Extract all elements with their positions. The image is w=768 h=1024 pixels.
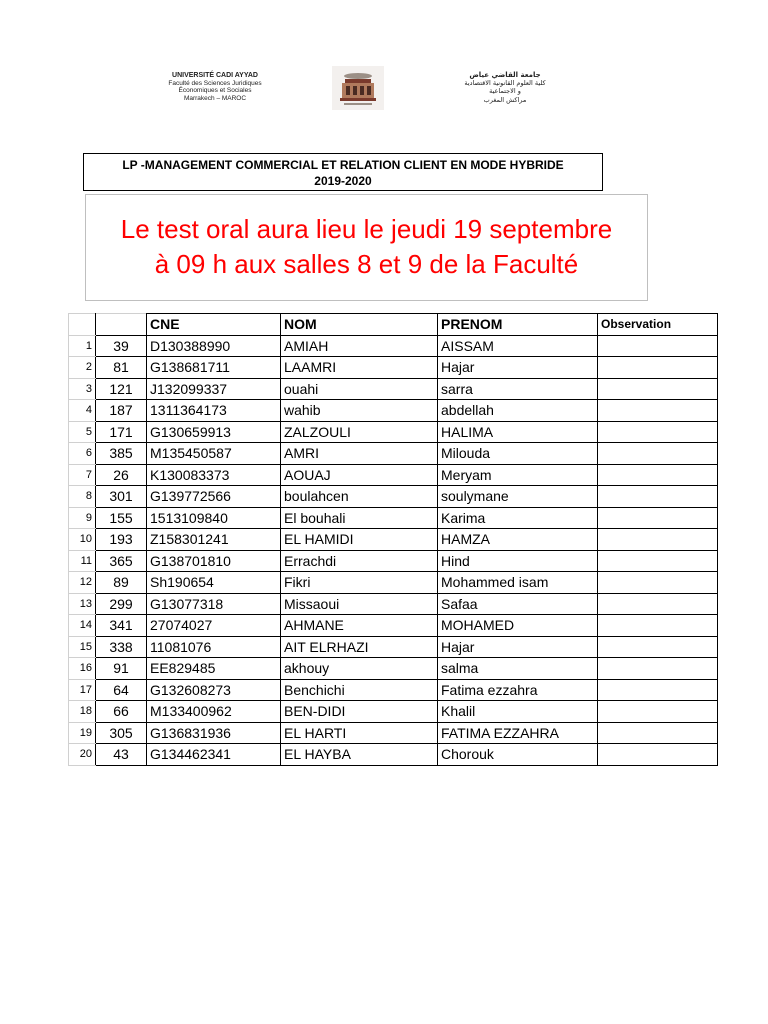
observation-cell: [598, 550, 718, 572]
cne-cell: Z158301241: [147, 529, 281, 551]
prenom-cell: Hajar: [438, 357, 598, 379]
row-index: 4: [69, 400, 96, 422]
table-row: [69, 421, 718, 443]
nom-cell: Benchichi: [281, 679, 438, 701]
observation-cell: [598, 378, 718, 400]
observation-cell: [598, 701, 718, 723]
cne-cell: 1513109840: [147, 507, 281, 529]
university-name-fr: [140, 72, 290, 102]
program-title-box: [83, 153, 603, 191]
prenom-cell: abdellah: [438, 400, 598, 422]
observation-cell: [598, 572, 718, 594]
nom-cell: EL HAYBA: [281, 744, 438, 766]
table-row: [69, 615, 718, 637]
nom-cell: AMRI: [281, 443, 438, 465]
prenom-cell: Karima: [438, 507, 598, 529]
prenom-cell: Hind: [438, 550, 598, 572]
row-index: 13: [69, 593, 96, 615]
student-number: 26: [96, 464, 147, 486]
nom-cell: boulahcen: [281, 486, 438, 508]
student-number: 171: [96, 421, 147, 443]
table-row: [69, 507, 718, 529]
observation-cell: [598, 679, 718, 701]
table-row: [69, 357, 718, 379]
nom-cell: Missaoui: [281, 593, 438, 615]
university-name-ar: [450, 71, 560, 104]
observation-cell: [598, 400, 718, 422]
observation-cell: [598, 744, 718, 766]
observation-cell: [598, 443, 718, 465]
row-index: 5: [69, 421, 96, 443]
cne-cell: M133400962: [147, 701, 281, 723]
row-index: 11: [69, 550, 96, 572]
student-number: 305: [96, 722, 147, 744]
student-number: 299: [96, 593, 147, 615]
nom-cell: Fikri: [281, 572, 438, 594]
observation-cell: [598, 421, 718, 443]
student-number: 81: [96, 357, 147, 379]
table-header-row: [69, 314, 718, 336]
number-header: [96, 314, 147, 336]
cne-cell: G132608273: [147, 679, 281, 701]
cne-cell: J132099337: [147, 378, 281, 400]
nom-cell: EL HAMIDI: [281, 529, 438, 551]
cne-cell: 1311364173: [147, 400, 281, 422]
row-index: 10: [69, 529, 96, 551]
table-row: [69, 572, 718, 594]
nom-cell: BEN-DIDI: [281, 701, 438, 723]
nom-cell: EL HARTI: [281, 722, 438, 744]
student-number: 39: [96, 335, 147, 357]
row-index: 9: [69, 507, 96, 529]
student-number: 385: [96, 443, 147, 465]
row-index: 17: [69, 679, 96, 701]
cne-cell: EE829485: [147, 658, 281, 680]
cne-cell: D130388990: [147, 335, 281, 357]
prenom-cell: Khalil: [438, 701, 598, 723]
observation-cell: [598, 593, 718, 615]
header-right-line: مراكش المغرب: [483, 95, 527, 104]
observation-cell: [598, 507, 718, 529]
header-left-line: Marrakech – MAROC: [183, 94, 247, 102]
cne-cell: 27074027: [147, 615, 281, 637]
program-title: LP -MANAGEMENT COMMERCIAL ET RELATION CLIENT EN MODE HYBRIDE: [122, 158, 564, 172]
header-right-line: كلية العلوم القانونية الاقتصادية: [464, 79, 546, 88]
table-row: [69, 486, 718, 508]
nom-cell: AHMANE: [281, 615, 438, 637]
student-number: 193: [96, 529, 147, 551]
row-index: 3: [69, 378, 96, 400]
student-number: 155: [96, 507, 147, 529]
cne-cell: G138701810: [147, 550, 281, 572]
cne-cell: G134462341: [147, 744, 281, 766]
column-header-nom: NOM: [281, 314, 438, 336]
nom-cell: ZALZOULI: [281, 421, 438, 443]
table-row: [69, 722, 718, 744]
cne-cell: Sh190654: [147, 572, 281, 594]
student-number: 64: [96, 679, 147, 701]
prenom-cell: Meryam: [438, 464, 598, 486]
nom-cell: AIT ELRHAZI: [281, 636, 438, 658]
nom-cell: AMIAH: [281, 335, 438, 357]
cne-cell: G139772566: [147, 486, 281, 508]
header-right-line: جامعة القاضي عياض: [469, 71, 541, 79]
prenom-cell: Milouda: [438, 443, 598, 465]
row-index-header: [69, 314, 96, 336]
student-number: 338: [96, 636, 147, 658]
student-number: 187: [96, 400, 147, 422]
table-row: [69, 658, 718, 680]
student-table: [68, 313, 718, 766]
row-index: 14: [69, 615, 96, 637]
prenom-cell: Chorouk: [438, 744, 598, 766]
observation-cell: [598, 722, 718, 744]
student-number: 66: [96, 701, 147, 723]
table-row: [69, 593, 718, 615]
table-row: [69, 378, 718, 400]
student-number: 301: [96, 486, 147, 508]
student-number: 121: [96, 378, 147, 400]
row-index: 19: [69, 722, 96, 744]
row-index: 8: [69, 486, 96, 508]
nom-cell: Errachdi: [281, 550, 438, 572]
column-header-cne: CNE: [147, 314, 281, 336]
table-row: [69, 636, 718, 658]
student-number: 89: [96, 572, 147, 594]
cne-cell: 11081076: [147, 636, 281, 658]
student-number: 341: [96, 615, 147, 637]
prenom-cell: AISSAM: [438, 335, 598, 357]
row-index: 18: [69, 701, 96, 723]
student-number: 43: [96, 744, 147, 766]
observation-cell: [598, 464, 718, 486]
prenom-cell: HAMZA: [438, 529, 598, 551]
table-row: [69, 464, 718, 486]
prenom-cell: soulymane: [438, 486, 598, 508]
student-number: 365: [96, 550, 147, 572]
observation-cell: [598, 636, 718, 658]
row-index: 2: [69, 357, 96, 379]
prenom-cell: Safaa: [438, 593, 598, 615]
nom-cell: AOUAJ: [281, 464, 438, 486]
student-number: 91: [96, 658, 147, 680]
prenom-cell: HALIMA: [438, 421, 598, 443]
row-index: 15: [69, 636, 96, 658]
prenom-cell: Hajar: [438, 636, 598, 658]
prenom-cell: Mohammed isam: [438, 572, 598, 594]
row-index: 7: [69, 464, 96, 486]
row-index: 16: [69, 658, 96, 680]
program-year: 2019-2020: [314, 174, 372, 188]
university-building-logo: [332, 66, 384, 110]
header-left-line: Économiques et Sociales: [178, 87, 252, 95]
observation-cell: [598, 357, 718, 379]
cne-cell: G13077318: [147, 593, 281, 615]
header-left-line: Faculté des Sciences Juridiques: [168, 79, 262, 87]
nom-cell: wahib: [281, 400, 438, 422]
observation-cell: [598, 658, 718, 680]
column-header-prenom: PRENOM: [438, 314, 598, 336]
notice-line-1: Le test oral aura lieu le jeudi 19 septembre: [120, 214, 613, 244]
prenom-cell: sarra: [438, 378, 598, 400]
cne-cell: M135450587: [147, 443, 281, 465]
prenom-cell: MOHAMED: [438, 615, 598, 637]
header-right-line: و الاجتماعية: [489, 87, 521, 96]
column-header-observation: Observation: [598, 314, 718, 336]
row-index: 1: [69, 335, 96, 357]
table-row: [69, 400, 718, 422]
cne-cell: K130083373: [147, 464, 281, 486]
row-index: 12: [69, 572, 96, 594]
prenom-cell: salma: [438, 658, 598, 680]
table-row: [69, 335, 718, 357]
exam-notice-box: [85, 194, 648, 301]
observation-cell: [598, 335, 718, 357]
table-row: [69, 744, 718, 766]
nom-cell: LAAMRI: [281, 357, 438, 379]
nom-cell: akhouy: [281, 658, 438, 680]
nom-cell: ouahi: [281, 378, 438, 400]
table-row: [69, 443, 718, 465]
table-row: [69, 529, 718, 551]
prenom-cell: Fatima ezzahra: [438, 679, 598, 701]
observation-cell: [598, 529, 718, 551]
header-left-line: UNIVERSITÉ CADI AYYAD: [172, 72, 258, 79]
cne-cell: G130659913: [147, 421, 281, 443]
table-row: [69, 550, 718, 572]
nom-cell: El bouhali: [281, 507, 438, 529]
cne-cell: G138681711: [147, 357, 281, 379]
row-index: 6: [69, 443, 96, 465]
observation-cell: [598, 615, 718, 637]
row-index: 20: [69, 744, 96, 766]
cne-cell: G136831936: [147, 722, 281, 744]
table-row: [69, 679, 718, 701]
notice-line-2: à 09 h aux salles 8 et 9 de la Faculté: [154, 249, 579, 279]
observation-cell: [598, 486, 718, 508]
table-row: [69, 701, 718, 723]
prenom-cell: FATIMA EZZAHRA: [438, 722, 598, 744]
